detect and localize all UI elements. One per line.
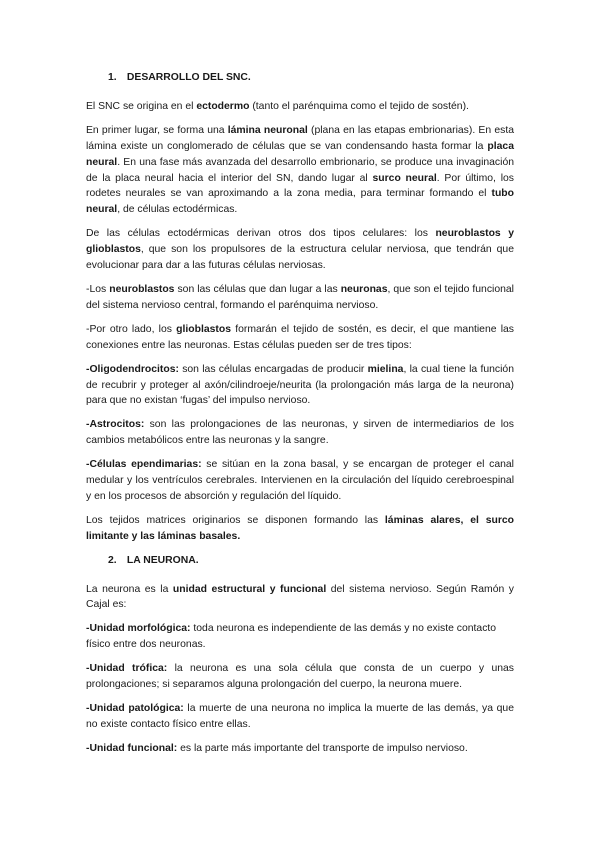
bold-term: -Unidad funcional: (86, 742, 178, 754)
text: , la cual tiene la función de recubrir y proteger al axón/cilindroeje/neurita (la prolongación más larga de la neurona) para que no existan ‘fugas’ del impulso nervioso. (86, 363, 514, 407)
text: del sistema nervioso. Según Ramón y Cajal es: (86, 583, 514, 611)
bold-term: neuroblastos (109, 283, 175, 295)
text: . Por último, los rodetes neurales se van aproximando a la zona media, para terminar formando el (86, 172, 514, 200)
paragraph-morphological-unit (86, 621, 514, 653)
text: La neurona es la (86, 583, 173, 595)
bold-term: placa neural (86, 140, 514, 168)
bold-term: neuronas (340, 283, 388, 295)
paragraph-neuron-intro (86, 582, 514, 614)
text: , que son los propulsores de la estructura celular nerviosa, que tendrán que evolucionar para dar a las futuras células nerviosas. (86, 244, 514, 272)
section-number: 2. (108, 554, 117, 566)
section-title: DESARROLLO DEL SNC. (126, 72, 251, 83)
text: formarán el tejido de sostén, es decir, el que mantiene las conexiones entre las neuronas. Estas células pueden ser de tres tipos: (86, 323, 514, 351)
section-number: 1. (108, 72, 117, 83)
text: toda neurona es independiente de las demás y no existe contacto físico entre dos neuronas. (86, 623, 497, 651)
bold-term: ectodermo (196, 100, 250, 112)
paragraph-astrocytes (86, 417, 514, 449)
text: , que son el tejido funcional del sistema nervioso central, formando el parénquima nervioso. (86, 283, 514, 311)
paragraph-trophic-unit (86, 661, 514, 693)
paragraph-cell-types (86, 226, 514, 274)
text: es la parte más importante del transporte de impulso nervioso. (177, 742, 468, 754)
section-title: LA NEURONA. (126, 554, 199, 566)
text: la muerte de una neurona no implica la muerte de las demás, ya que no existe contacto físico entre ellas. (86, 703, 514, 730)
bold-term: -Astrocitos: (86, 419, 145, 431)
paragraph-origin (86, 99, 514, 115)
bold-term: -Células ependimarias: (86, 459, 202, 471)
paragraph-neuroblasts (86, 282, 514, 314)
bold-term: láminas alares, el surco limitante y las láminas basales. (86, 514, 514, 542)
paragraph-matrix-tissues (86, 513, 514, 545)
bold-term: -Unidad patológica: (86, 703, 184, 714)
bold-term: tubo neural (86, 188, 514, 216)
text: la neurona es una sola célula que consta de un cuerpo y unas prolongaciones; si separamos alguna prolongación del cuerpo, la neurona muere. (86, 663, 514, 691)
text: -Por otro lado, los (86, 323, 177, 335)
text: se sitúan en la zona basal, y se encargan de proteger el canal medular y los ventrículos cerebrales. Intervienen en la circulación del líquido cerebroespinal y en los procesos de absorción y regulación del líquido. (86, 459, 514, 502)
text: -Los (86, 283, 110, 295)
bold-term: mielina (367, 363, 404, 375)
paragraph-neural-plate (86, 123, 514, 218)
text: , de células ectodérmicas. (117, 204, 238, 216)
paragraph-glioblasts (86, 322, 514, 354)
text: En primer lugar, se forma una (86, 124, 228, 136)
section-heading-1 (108, 70, 514, 86)
text: (plana en las etapas embrionarias). En esta lámina existe un conglomerado de células que se van condensando hasta formar la (86, 124, 514, 152)
paragraph-functional-unit (86, 741, 514, 757)
bold-term: -Unidad trófica: (86, 663, 168, 675)
bold-term: neuroblastos y glioblastos (86, 228, 514, 256)
bold-term: -Oligodendrocitos: (86, 363, 179, 375)
bold-term: unidad estructural y funcional (172, 583, 327, 595)
text: son las células que dan lugar a las (174, 283, 341, 295)
bold-term: -Unidad morfológica: (86, 623, 191, 635)
bold-term: surco neural (372, 172, 437, 184)
text: (tanto el parénquima como el tejido de sostén). (249, 100, 469, 112)
paragraph-ependymal-cells (86, 457, 514, 505)
bold-term: glioblastos (176, 323, 231, 335)
bold-term: lámina neuronal (227, 124, 308, 136)
text: son las prolongaciones de las neuronas, y sirven de intermediarios de los cambios metabólicos entre las neuronas y la sangre. (86, 419, 514, 447)
section-heading-2 (108, 553, 514, 569)
text: El SNC se origina en el (86, 100, 197, 112)
text: son las células encargadas de producir (178, 363, 368, 375)
text: Los tejidos matrices originarios se disponen formando las (86, 514, 385, 526)
text: . En una fase más avanzada del desarrollo embrionario, se produce una invaginación de la placa neural hacia el interior del SN, dando lugar al (86, 156, 514, 184)
text: De las células ectodérmicas derivan otros dos tipos celulares: los (86, 228, 436, 240)
paragraph-oligodendrocytes (86, 362, 514, 410)
paragraph-pathological-unit (86, 701, 514, 733)
